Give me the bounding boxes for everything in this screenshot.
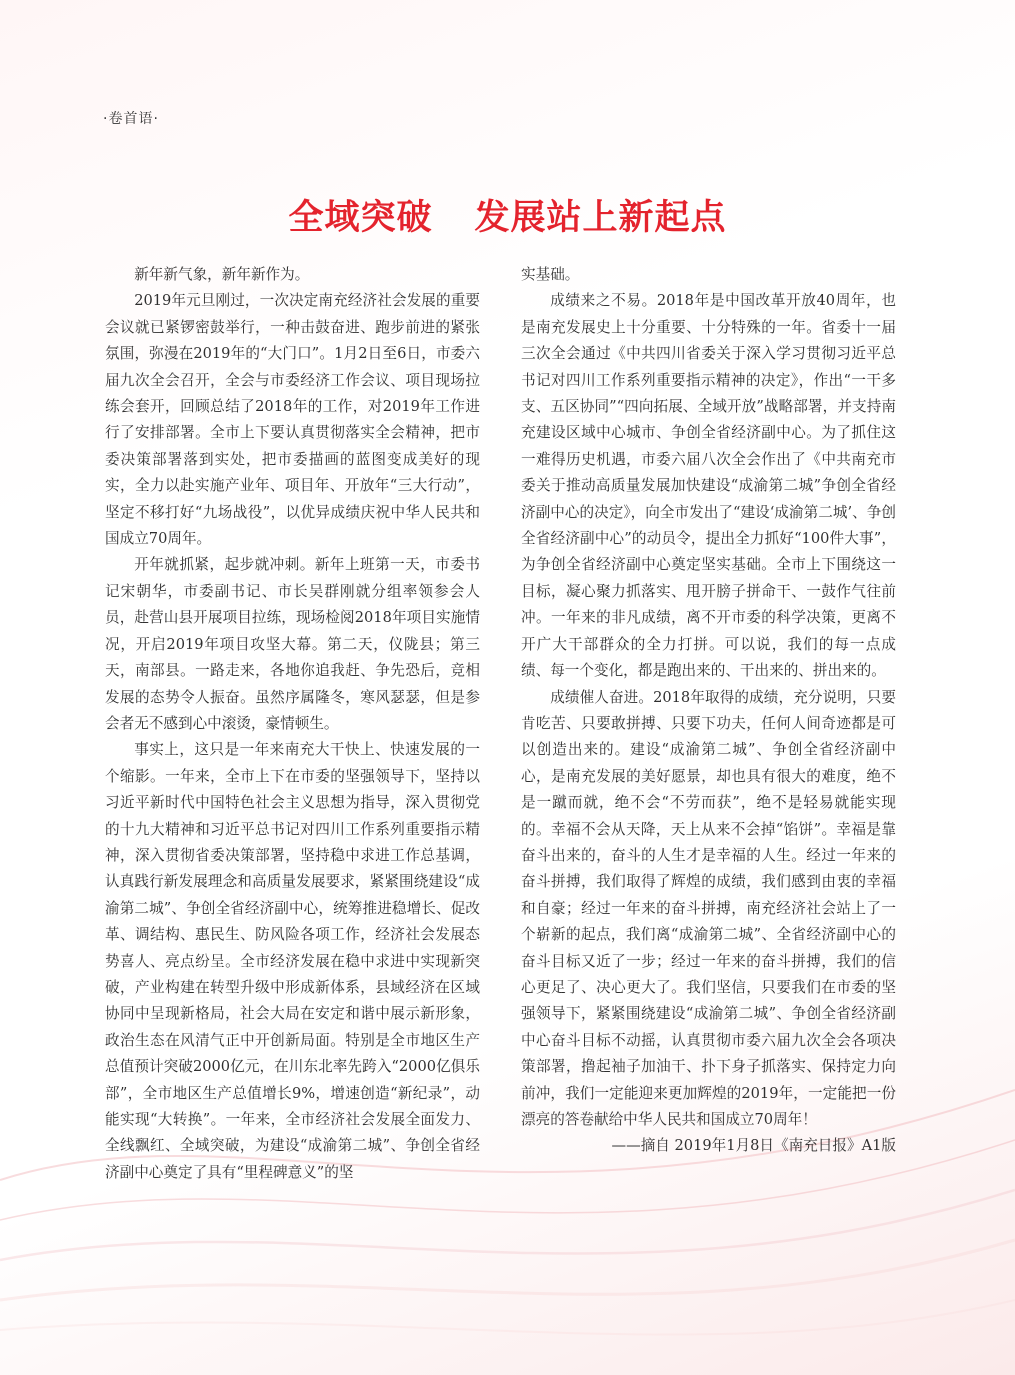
paragraph: 成绩来之不易。2018年是中国改革开放40周年，也是南充发展史上十分重要、十分特殊的一年。省委十一届三次全会通过《中共四川省委关于深入学习贯彻习近平总书记对四川工作系列重要指示精神的决定》，作出“一干多支、五区协同”“四向拓展、全域开放”战略部署，并支持南充建设区域中心城市、争创全省经济副中心。为了抓住这一难得历史机遇，市委六届八次全会作出了《中共南充市委关于推动高质量发展加快建设“成渝第二城”争创全省经济副中心的决定》，向全市发出了“建设‘成渝第二城’、争创全省经济副中心”的动员令，提出全力抓好“100件大事”，为争创全省经济副中心奠定坚实基础。全市上下围绕这一目标，凝心聚力抓落实、甩开膀子拼命干、一鼓作气往前冲。一年来的非凡成绩，离不开市委的科学决策，更离不开广大干部群众的全力打拼。可以说，我们的每一点成绩、每一个变化，都是跑出来的、干出来的、拼出来的。 [521, 292, 896, 680]
title-part-1: 全域突破 [288, 198, 433, 238]
section-tag: ·卷首语· [103, 111, 159, 127]
paragraph: 新年新气象，新年新作为。 [134, 266, 310, 283]
paragraph: 事实上，这只是一年来南充大干快上、快速发展的一个缩影。一年来，全市上下在市委的坚强领导下，坚持以习近平新时代中国特色社会主义思想为指导，深入贯彻党的十九大精神和习近平总书记对四川工作系列重要指示精神，深入贯彻省委决策部署，坚持稳中求进工作总基调，认真践行新发展理念和高质量发展要求，紧紧围绕建设“成渝第二城”、争创全省经济副中心，统筹推进稳增长、促改革、调结构、惠民生、防风险各项工作，经济社会发展态势喜人、亮点纷呈。全市经济发展在稳中求进中实现新突破，产业构建在转型升级中形成新体系，县域经济在区域协同中呈现新格局，社会大局在安定和谐中展示新形象，政治生态在风清气正中开创新局面。特别是全市地区生产总值预计突破2000亿元，在川东北率先跨入“2000亿俱乐部”，全市地区生产总值增长9%，增速创造“新纪录”，动能实现“大转换”。一年来，全市经济社会发展全面发力、全线飘红、全域突破，为建设“成渝第二城”、争创全省经济副中心奠定了具有“里程碑意义”的坚 [105, 741, 480, 1181]
paragraph: 开年就抓紧，起步就冲刺。新年上班第一天，市委书记宋朝华，市委副书记、市长吴群刚就分组率领参会人员，赴营山县开展项目拉练，现场检阅2018年项目实施情况，开启2019年项目攻坚大幕。第二天，仪陇县；第三天，南部县。一路走来，各地你追我赶、争先恐后，竞相发展的态势令人振奋。虽然序属隆冬，寒风瑟瑟，但是参会者无不感到心中滚烫，豪情顿生。 [105, 556, 480, 732]
source-citation: ——摘自 2019年1月8日《南充日报》A1版 [611, 1137, 896, 1155]
page-title [0, 190, 1015, 240]
right-column [521, 262, 896, 1160]
paragraph: 2019年元旦刚过，一次决定南充经济社会发展的重要会议就已紧锣密鼓举行，一种击鼓奋进、跑步前进的紧张氛围，弥漫在2019年的“大门口”。1月2日至6日，市委六届九次全会召开，全会与市委经济工作会议、项目现场拉练会套开，回顾总结了2018年的工作，对2019年工作进行了安排部署。全市上下要认真贯彻落实全会精神，把市委决策部署落到实处，把市委描画的蓝图变成美好的现实，全力以赴实施产业年、项目年、开放年“三大行动”，坚定不移打好“九场战役”，以优异成绩庆祝中华人民共和国成立70周年。 [105, 292, 480, 548]
left-column [105, 262, 480, 1186]
paragraph: 成绩催人奋进。2018年取得的成绩，充分说明，只要肯吃苦、只要敢拼搏、只要下功夫，任何人间奇迹都是可以创造出来的。建设“成渝第二城”、争创全省经济副中心，是南充发展的美好愿景，却也具有很大的难度，绝不是一蹴而就，绝不会“不劳而获”，绝不是轻易就能实现的。幸福不会从天降，天上从来不会掉“馅饼”。幸福是靠奋斗出来的，奋斗的人生才是幸福的人生。经过一年来的奋斗拼搏，我们取得了辉煌的成绩，我们感到由衷的幸福和自豪；经过一年来的奋斗拼搏，南充经济社会站上了一个崭新的起点，我们离“成渝第二城”、全省经济副中心的奋斗目标又近了一步；经过一年来的奋斗拼搏，我们的信心更足了、决心更大了。我们坚信，只要我们在市委的坚强领导下，紧紧围绕建设“成渝第二城”、争创全省经济副中心奋斗目标不动摇，认真贯彻市委六届九次全会各项决策部署，撸起袖子加油干、扑下身子抓落实、保持定力向前冲，我们一定能迎来更加辉煌的2019年，一定能把一份漂亮的答卷献给中华人民共和国成立70周年！ [521, 688, 896, 1128]
title-part-2: 发展站上新起点 [474, 198, 727, 238]
paragraph-continuation: 实基础。 [521, 266, 580, 283]
